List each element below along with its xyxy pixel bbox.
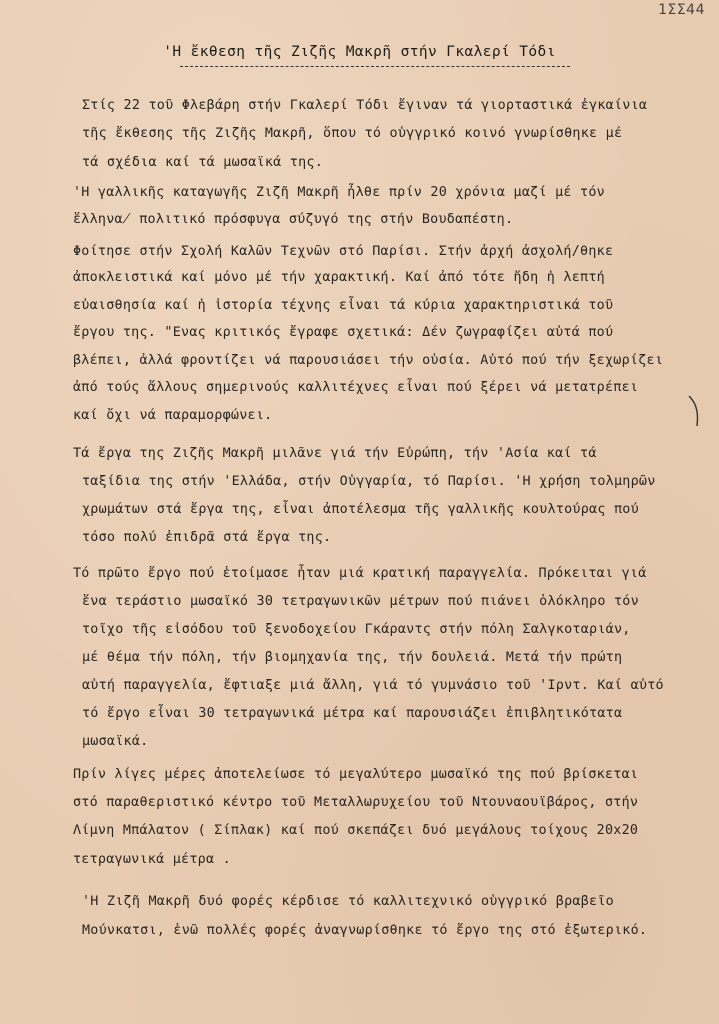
paragraph-line: τόσο πολύ ἐπιδρᾶ στά ἔργα της. [82, 530, 332, 545]
paragraph-line: βλέπει, ἀλλά φροντίζει νά παρουσιάσει τήν οὐσία. Αὐτό πού τήν ξεχωρίζει [73, 353, 664, 368]
paragraph-line: ταξίδια της στήν 'Ελλάδα, στήν Οὑγγαρία, τό Παρίσι. 'Η χρήση τολμηρῶν [82, 474, 656, 489]
title-underline [180, 66, 570, 67]
paragraph-line: μέ θέμα τήν πόλη, τήν βιομηχανία της, τήν δουλειά. Μετά τήν πρώτη [82, 650, 623, 665]
paragraph-line: Πρίν λίγες μέρες ἀποτελείωσε τό μεγαλύτερο μωσαϊκό της πού βρίσκεται [73, 767, 639, 782]
paragraph-line: Τό πρῶτο ἔργο πού ἑτοίμασε ἦταν μιά κρατική παραγγελία. Πρόκειται γιά [73, 566, 647, 581]
paragraph-line: μωσαϊκά. [82, 734, 149, 749]
paragraph-line: ἀποκλειστικά καί μόνο μέ τήν χαρακτική. Καί ἀπό τότε ἤδη ἡ λεπτή [73, 270, 605, 285]
paragraph-line: χρωμάτων στά ἔργα της, εἶναι ἀποτέλεσμα τῆς γαλλικῆς κουλτούρας πού [82, 502, 639, 517]
paragraph-line: ἕλληνα̸ πολιτικό πρόσφυγα σύζυγό της στήν Βουδαπέστη. [73, 212, 514, 227]
paragraph-line: Τά ἔργα της Ζιζῆς Μακρῆ μιλᾶνε γιά τήν Εὐρώπη, τήν 'Ασία καί τά [73, 446, 597, 461]
paragraph-line: ἀπό τούς ἄλλους σημερινούς καλλιτέχνες εἶναι πού ξέρει νά μετατρέπει [73, 380, 639, 395]
paragraph-line: τό ἔργο εἶναι 30 τετραγωνικά μέτρα καί παρουσιάζει ἐπιβλητικότατα [82, 706, 623, 721]
paragraph-line: εὐαισθησία καί ἡ ἱστορία τέχνης εἶναι τά κύρια χαρακτηριστικά τοῦ [73, 298, 614, 313]
paragraph-line: Στίς 22 τοῦ Φλεβάρη στήν Γκαλερί Τόδι ἔγιναν τά γιορταστικά ἐγκαίνια [82, 98, 648, 113]
paragraph-line: 'Η Ζιζῆ Μακρῆ δυό φορές κέρδισε τό καλλιτεχνικό οὑγγρικό βραβεῖο [82, 894, 614, 909]
paragraph-line: καί ὄχι νά παραμορφώνει. [73, 408, 273, 423]
paragraph-line: Λίμνη Μπάλατον ( Σίπλακ) καί πού σκεπάζει δυό μεγάλους τοίχους 20x20 [73, 823, 639, 838]
paragraph-line: αὐτή παραγγελία, ἔφτιαξε μιά ἄλλη, γιά τό γυμνάσιο τοῦ 'Ιρντ. Καί αὐτό [82, 678, 664, 693]
archive-number: 1ΣΣ44 [658, 2, 705, 18]
paragraph-line: τοῖχο τῆς εἰσόδου τοῦ ξενοδοχείου Γκάραντς στήν πόλη Σαλγκοταριάν, [82, 622, 631, 637]
document-title: 'Η ἔκθεση τῆς Ζιζῆς Μακρῆ στήν Γκαλερί Τόδι [163, 44, 556, 60]
paragraph-line: τετραγωνικά μέτρα . [73, 852, 231, 867]
paragraph-line: 'Η γαλλικῆς καταγωγῆς Ζιζῆ Μακρῆ ἦλθε πρίν 20 χρόνια μαζί μέ τόν [73, 185, 605, 200]
paragraph-line: στό παραθεριστικό κέντρο τοῦ Μεταλλωρυχείου τοῦ Ντουναουϊβάρος, στήν [73, 795, 639, 810]
margin-mark-icon [685, 392, 705, 432]
paragraph-line: Φοίτησε στήν Σχολή Καλῶν Τεχνῶν στό Παρίσι. Στήν ἀρχή ἀσχολή/θηκε [73, 244, 614, 259]
paragraph-line: τῆς ἔκθεσης τῆς Ζιζῆς Μακρῆ, ὅπου τό οὑγγρικό κοινό γνωρίσθηκε μέ [82, 126, 623, 141]
paragraph-line: ἔργου της. "Ενας κριτικός ἔγραφε σχετικά: Δέν ζωγραφίζει αὐτά πού [73, 325, 614, 340]
paragraph-line: Μούνκατσι, ἐνῶ πολλές φορές ἀναγνωρίσθηκε τό ἔργο της στό ἐξωτερικό. [82, 923, 648, 938]
paragraph-line: ἕνα τεράστιο μωσαϊκό 30 τετραγωνικῶν μέτρων πού πιάνει ὁλόκληρο τόν [82, 594, 639, 609]
paragraph-line: τά σχέδια καί τά μωσαϊκά της. [82, 155, 324, 170]
